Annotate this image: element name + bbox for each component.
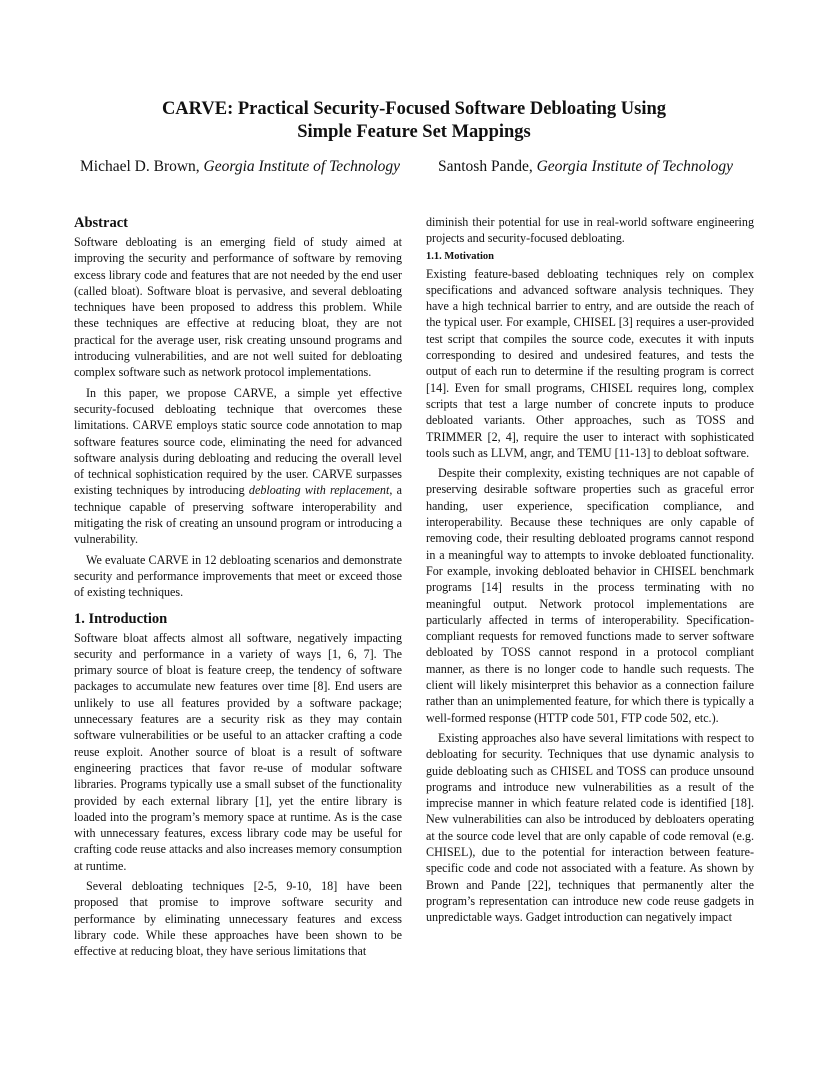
author-1-name: Michael D. Brown, xyxy=(80,158,204,175)
left-column xyxy=(74,214,402,959)
motivation-paragraph-2: Despite their complexity, existing techniques are not capable of preserving desirable software properties such as graceful error handing, user experience, specification compliance, and interoperability. Because these techniques are only capable of removing code, their resulting debloated programs cannot respond in a meaningful way to attempts to invoke debloated functionality. For example, invoking debloated behavior in CHISEL benchmark programs [14] results in the process terminating with no meaningful output. Network protocol implementations are particularly affected in terms of interoperability. Specification-compliant requests for removed functions made to server software debloated by TOSS cannot respond in a protocol compliant manner, as there is no longer code to handle such requests. The client will likely misinterpret this behavior as a connection failure rather than an unimplemented feature, for which there is typically a well-formed response (HTTP code 501, FTP code 502, etc.). xyxy=(426,466,754,725)
right-column xyxy=(426,214,754,925)
title-line-1: CARVE: Practical Security-Focused Software Debloating Using xyxy=(161,99,667,119)
abstract-paragraph-3: We evaluate CARVE in 12 debloating scenarios and demonstrate security and performance improvements that meet or exceed those of existing techniques. xyxy=(74,552,402,600)
author-list xyxy=(0,158,828,182)
introduction-paragraph-2: Several debloating techniques [2-5, 9-10, 18] have been proposed that promise to improve software security and performance by eliminating unnecessary features and excess library code. While these approaches have been shown to be effective at reducing bloat, they have serious limitations that xyxy=(74,878,402,959)
abstract-paragraph-2-emphasis: debloating with replacement xyxy=(248,483,390,498)
author-2 xyxy=(438,158,733,176)
paper-title xyxy=(60,98,768,144)
author-2-name: Santosh Pande, xyxy=(438,158,537,175)
abstract-paragraph-2-part-b: , a technique capable of preserving software interoperability and mitigating the risk of creating an unsound program or introducing a vulnerability. xyxy=(74,483,402,547)
abstract-paragraph-2 xyxy=(74,385,402,548)
continued-paragraph: diminish their potential for use in real-world software engineering projects and security-focused debloating. xyxy=(426,215,754,246)
author-2-affiliation: Georgia Institute of Technology xyxy=(536,158,734,175)
motivation-heading: 1.1. Motivation xyxy=(426,250,494,262)
introduction-paragraph-1: Software bloat affects almost all software, negatively impacting security and performance in a variety of ways [1, 6, 7]. The primary source of bloat is feature creep, the tendency of software packages to accumulate new features over time [8]. End users are unlikely to use all features provided by a software package; unnecessary features are a security risk as they may contain software vulnerabilities or be useful to an attacker crafting a code reuse exploit. Another source of bloat is a result of software engineering practices that favor re-use of modular software libraries. Programs typically use a small subset of the functionality provided by each external library [1], yet the entire library is loaded into the program’s memory space at runtime. As is the case with unnecessary features, excess library code may be useful for crafting code reuse attacks and also increases memory consumption at runtime. xyxy=(74,630,402,873)
abstract-paragraph-1: Software debloating is an emerging field of study aimed at improving the security and performance of software by removing excess library code and features that are not needed by the end user (called bloat). Software bloat is pervasive, and several debloating techniques have been proposed to address this problem. While these techniques are effective at reducing bloat, they are not practical for the average user, risk creating unsound programs and introducing vulnerabilities, and are not well suited for debloating complex software such as network protocol implementations. xyxy=(74,235,402,380)
author-1 xyxy=(80,158,400,176)
author-1-affiliation: Georgia Institute of Technology xyxy=(203,158,401,175)
abstract-heading: Abstract xyxy=(74,215,128,231)
title-line-2: Simple Feature Set Mappings xyxy=(297,122,531,142)
motivation-paragraph-3: Existing approaches also have several limitations with respect to debloating for security. Techniques that use dynamic analysis to guide debloating such as CHISEL and TOSS can produce unsound programs and introduce new vulnerabilities as a result of the imprecise manner in which feature related code is identified [18]. New vulnerabilities can also be introduced by debloaters operating at the source code level that are only capable of code removal (e.g. CHISEL), due to the potential for interaction between feature-specific code and code not associated with a feature. As shown by Brown and Pande [22], techniques that permanently alter the program’s representation can introduce new code reuse gadgets in unpredictable ways. Gadget introduction can negatively impact xyxy=(426,730,754,925)
motivation-paragraph-1: Existing feature-based debloating techniques rely on complex specifications and advanced software analysis techniques. They have a high technical barrier to entry, and are outside the reach of the typical user. For example, CHISEL [3] requires a user-provided test script that compiles the source code, executes it with inputs corresponding to desired and undesired features, and tests the output of each run to determine if the resulting program is correct [14]. Even for small programs, CHISEL requires long, complex scripts that test a large number of concrete inputs to produce debloated variants. Other approaches, such as TOSS and TRIMMER [2, 4], require the user to interact with sophisticated tools such as LLVM, angr, and TEMU [11-13] to debloat software. xyxy=(426,266,754,460)
abstract-paragraph-2-part-a: In this paper, we propose CARVE, a simple yet effective security-focused debloating technique that overcomes these limitations. CARVE employs static source code annotation to map software features source code, eliminating the need for advanced software analysis during debloating and reducing the overall level of technical sophistication required by the user. CARVE surpasses existing techniques by introducing xyxy=(74,385,402,498)
introduction-heading: 1. Introduction xyxy=(74,610,168,627)
